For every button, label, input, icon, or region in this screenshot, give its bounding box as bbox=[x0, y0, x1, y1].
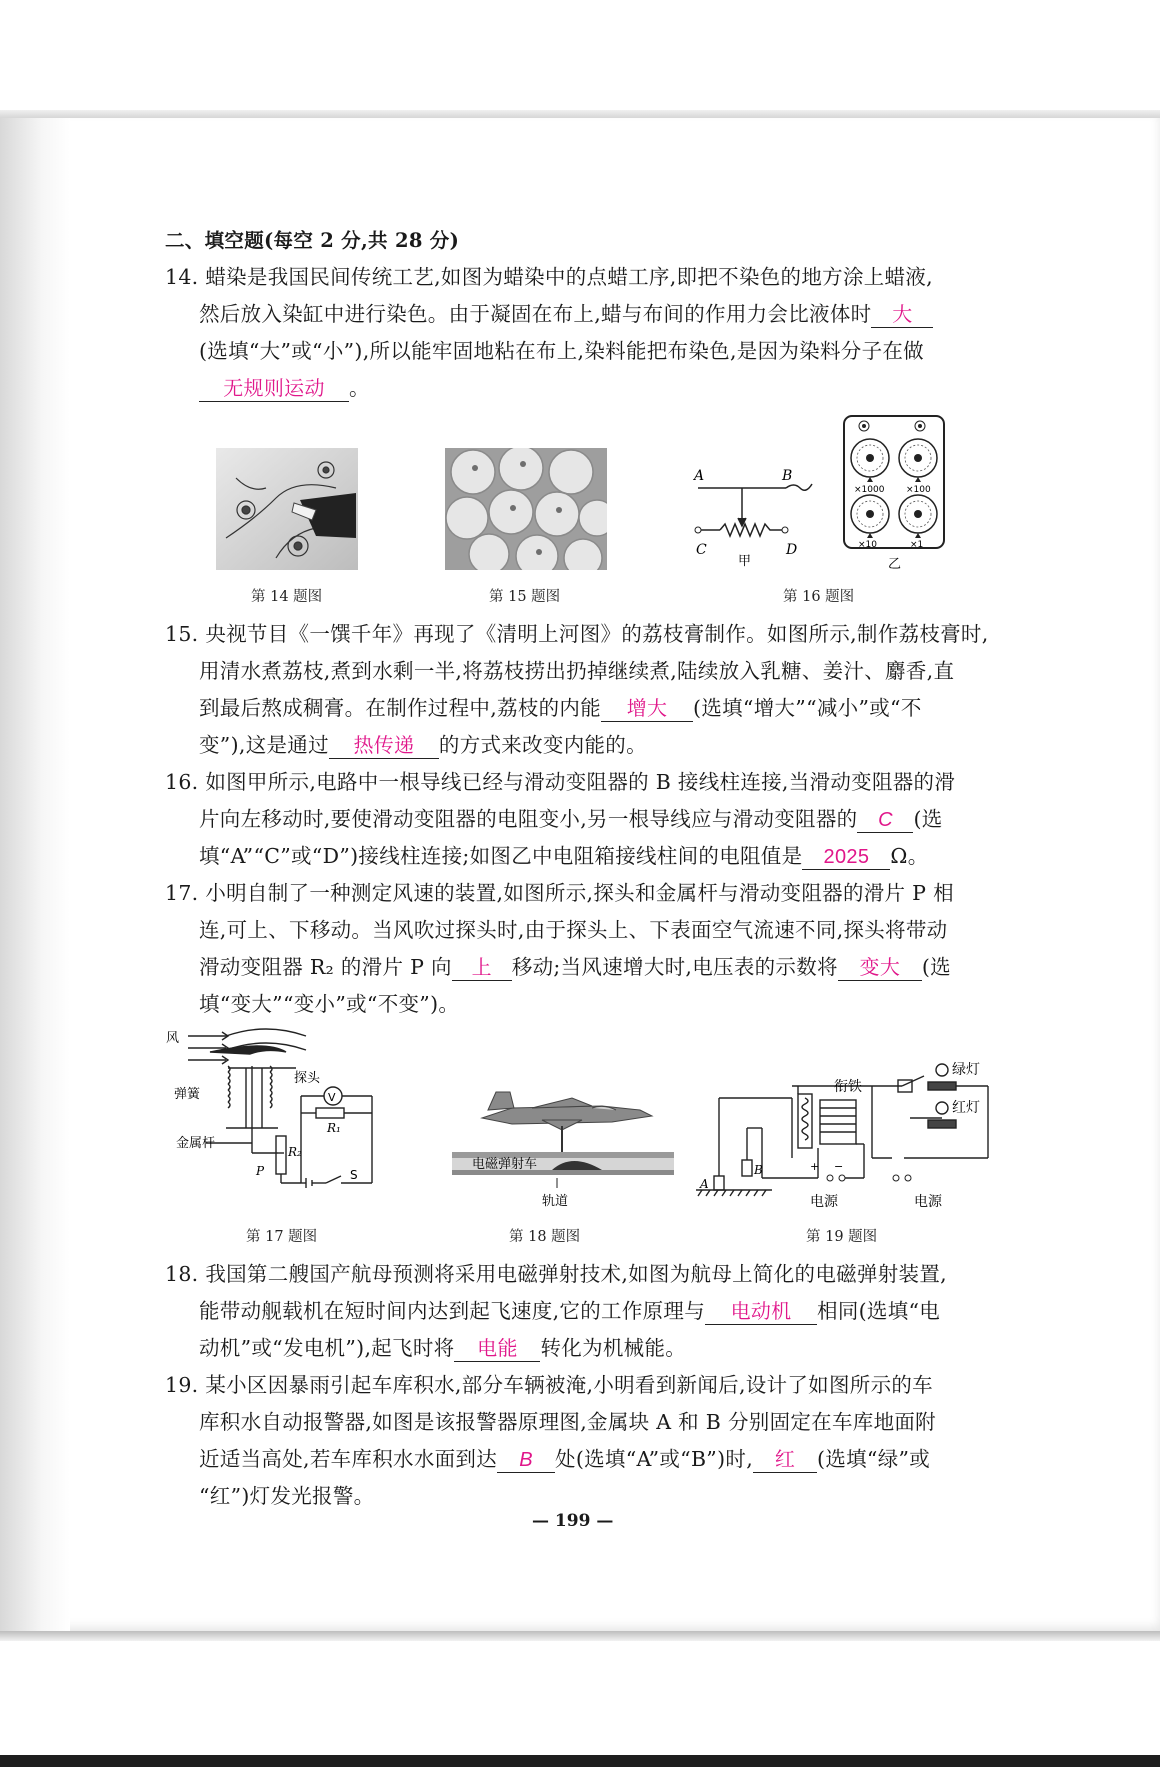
q15-line4: 变”),这是通过 热传递 的方式来改变内能的。 bbox=[199, 733, 647, 757]
fig17-label-S: S bbox=[350, 1168, 358, 1182]
fig16-label-B: B bbox=[782, 468, 793, 484]
q15-answer2: 热传递 bbox=[329, 734, 439, 759]
fig17-wind-meter-diagram bbox=[166, 1028, 406, 1208]
page-bottom-shadow bbox=[0, 1631, 1160, 1641]
bottom-bar bbox=[0, 1755, 1160, 1767]
q15-line1: 15. 央视节目《一馔千年》再现了《清明上河图》的荔枝膏制作。如图所示,制作荔枝膏时, bbox=[165, 622, 989, 646]
q16-answer2: 2025 bbox=[802, 845, 890, 870]
fig19-label-armature: 衔铁 bbox=[834, 1079, 862, 1095]
q14-line2: 然后放入染缸中进行染色。由于凝固在布上,蜡与布间的作用力会比液体时 大 bbox=[199, 299, 933, 329]
fig19-label-B: B bbox=[754, 1163, 763, 1177]
fig17-caption: 第 17 题图 bbox=[246, 1229, 318, 1245]
q18-answer1: 电动机 bbox=[705, 1300, 817, 1325]
fig16-x1: ×1 bbox=[910, 540, 924, 550]
fig16-x100: ×100 bbox=[906, 485, 931, 495]
q15-line2: 用清水煮荔枝,煮到水剩一半,将荔枝捞出扔掉继续煮,陆续放入乳糖、姜汁、麝香,直 bbox=[199, 659, 955, 683]
q14-line1: 14. 蜡染是我国民间传统工艺,如图为蜡染中的点蜡工序,即把不染色的地方涂上蜡液, bbox=[165, 265, 933, 289]
q16-answer1: C bbox=[857, 808, 913, 833]
fig19-label-power2: 电源 bbox=[914, 1194, 942, 1210]
fig15-lychee-image bbox=[445, 448, 607, 570]
fig19-alarm-circuit bbox=[692, 1058, 996, 1216]
q16-line1: 16. 如图甲所示,电路中一根导线已经与滑动变阻器的 B 接线柱连接,当滑动变阻器的滑 bbox=[165, 770, 956, 794]
q14-answer2: 无规则运动 bbox=[199, 377, 349, 402]
fig16-caption: 第 16 题图 bbox=[783, 589, 855, 605]
fig16-resistance-box bbox=[842, 414, 946, 578]
q14-answer1: 大 bbox=[871, 303, 933, 328]
q17-line1: 17. 小明自制了一种测定风速的装置,如图所示,探头和金属杆与滑动变阻器的滑片 P 相 bbox=[165, 881, 954, 905]
q18-answer2: 电能 bbox=[454, 1337, 540, 1362]
section-title: 二、填空题(每空 2 分,共 28 分) bbox=[165, 229, 460, 252]
fig16-x10: ×10 bbox=[858, 540, 877, 550]
fig14-caption: 第 14 题图 bbox=[251, 589, 323, 605]
fig18-caption: 第 18 题图 bbox=[509, 1229, 581, 1245]
q17-answer2: 变大 bbox=[838, 956, 922, 981]
q15-line3: 到最后熬成稠膏。在制作过程中,荔枝的内能 增大 (选填“增大”“减小”或“不 bbox=[199, 696, 922, 720]
fig16-rheostat-diagram bbox=[690, 462, 830, 574]
fig14-wax-dyeing-image bbox=[216, 448, 358, 570]
q19-answer2: 红 bbox=[753, 1448, 817, 1473]
fig16-label-C: C bbox=[696, 542, 707, 558]
q16-line3: 填“A”“C”或“D”)接线柱连接;如图乙中电阻箱接线柱间的电阻值是 2025 Ω。 bbox=[199, 844, 929, 868]
fig17-label-rod: 金属杆 bbox=[176, 1136, 216, 1151]
fig15-caption: 第 15 题图 bbox=[489, 589, 561, 605]
q19-line3: 近适当高处,若车库积水水面到达 B 处(选填“A”或“B”)时, 红 (选填“绿”或 bbox=[199, 1447, 931, 1471]
fig19-label-plus: + bbox=[810, 1160, 820, 1173]
page-number: — 199 — bbox=[532, 1511, 614, 1531]
fig18-label-track: 轨道 bbox=[542, 1194, 569, 1209]
q14-line3: (选填“大”或“小”),所以能牢固地粘在布上,染料能把布染色,是因为染料分子在做 bbox=[199, 339, 924, 363]
fig16-label-A: A bbox=[694, 468, 705, 484]
q19-answer1: B bbox=[497, 1448, 555, 1473]
fig18-label-cart: 电磁弹射车 bbox=[472, 1157, 538, 1172]
fig19-label-power1: 电源 bbox=[810, 1194, 838, 1210]
q17-line2: 连,可上、下移动。当风吹过探头时,由于探头上、下表面空气流速不同,探头将带动 bbox=[199, 918, 948, 942]
q18-line3: 动机”或“发电机”),起飞时将 电能 转化为机械能。 bbox=[199, 1336, 687, 1360]
q19-line2: 库积水自动报警器,如图是该报警器原理图,金属块 A 和 B 分别固定在车库地面附 bbox=[199, 1410, 936, 1434]
q17-answer1: 上 bbox=[452, 956, 512, 981]
q18-line1: 18. 我国第二艘国产航母预测将采用电磁弹射技术,如图为航母上简化的电磁弹射装置, bbox=[165, 1262, 947, 1286]
fig16-label-D: D bbox=[786, 542, 798, 558]
fig17-label-spring: 弹簧 bbox=[174, 1087, 201, 1102]
fig17-label-R1: R₁ bbox=[327, 1121, 341, 1135]
fig19-caption: 第 19 题图 bbox=[806, 1229, 878, 1245]
fig17-label-wind: 风 bbox=[166, 1031, 180, 1046]
fig16-x1000: ×1000 bbox=[854, 485, 885, 495]
fig19-label-A: A bbox=[700, 1177, 709, 1191]
fig17-label-probe: 探头 bbox=[294, 1071, 321, 1086]
fig16-label-yi: 乙 bbox=[888, 557, 902, 572]
q14-line4: 无规则运动 。 bbox=[199, 373, 370, 403]
fig17-label-P: P bbox=[256, 1164, 265, 1178]
q19-line1: 19. 某小区因暴雨引起车库积水,部分车辆被淹,小明看到新闻后,设计了如图所示的车 bbox=[165, 1373, 933, 1397]
fig17-label-V: V bbox=[328, 1091, 336, 1104]
q18-line2: 能带动舰载机在短时间内达到起飞速度,它的工作原理与 电动机 相同(选填“电 bbox=[199, 1299, 941, 1323]
q16-line2: 片向左移动时,要使滑动变阻器的电阻变小,另一根导线应与滑动变阻器的 C (选 bbox=[199, 807, 943, 831]
q15-answer1: 增大 bbox=[601, 697, 693, 722]
q17-line4: 填“变大”“变小”或“不变”)。 bbox=[199, 992, 460, 1016]
fig16-label-jia: 甲 bbox=[738, 554, 752, 569]
fig18-catapult-image bbox=[452, 1086, 678, 1210]
q17-line3: 滑动变阻器 R₂ 的滑片 P 向 上 移动;当风速增大时,电压表的示数将 变大 (选 bbox=[199, 955, 951, 979]
fig17-label-R2: R₂ bbox=[288, 1145, 302, 1159]
fig19-label-minus: − bbox=[834, 1160, 844, 1173]
fig19-label-red-lamp: 红灯 bbox=[952, 1100, 980, 1116]
fig19-label-green-lamp: 绿灯 bbox=[952, 1062, 980, 1078]
q19-line4: “红”)灯发光报警。 bbox=[199, 1484, 375, 1508]
